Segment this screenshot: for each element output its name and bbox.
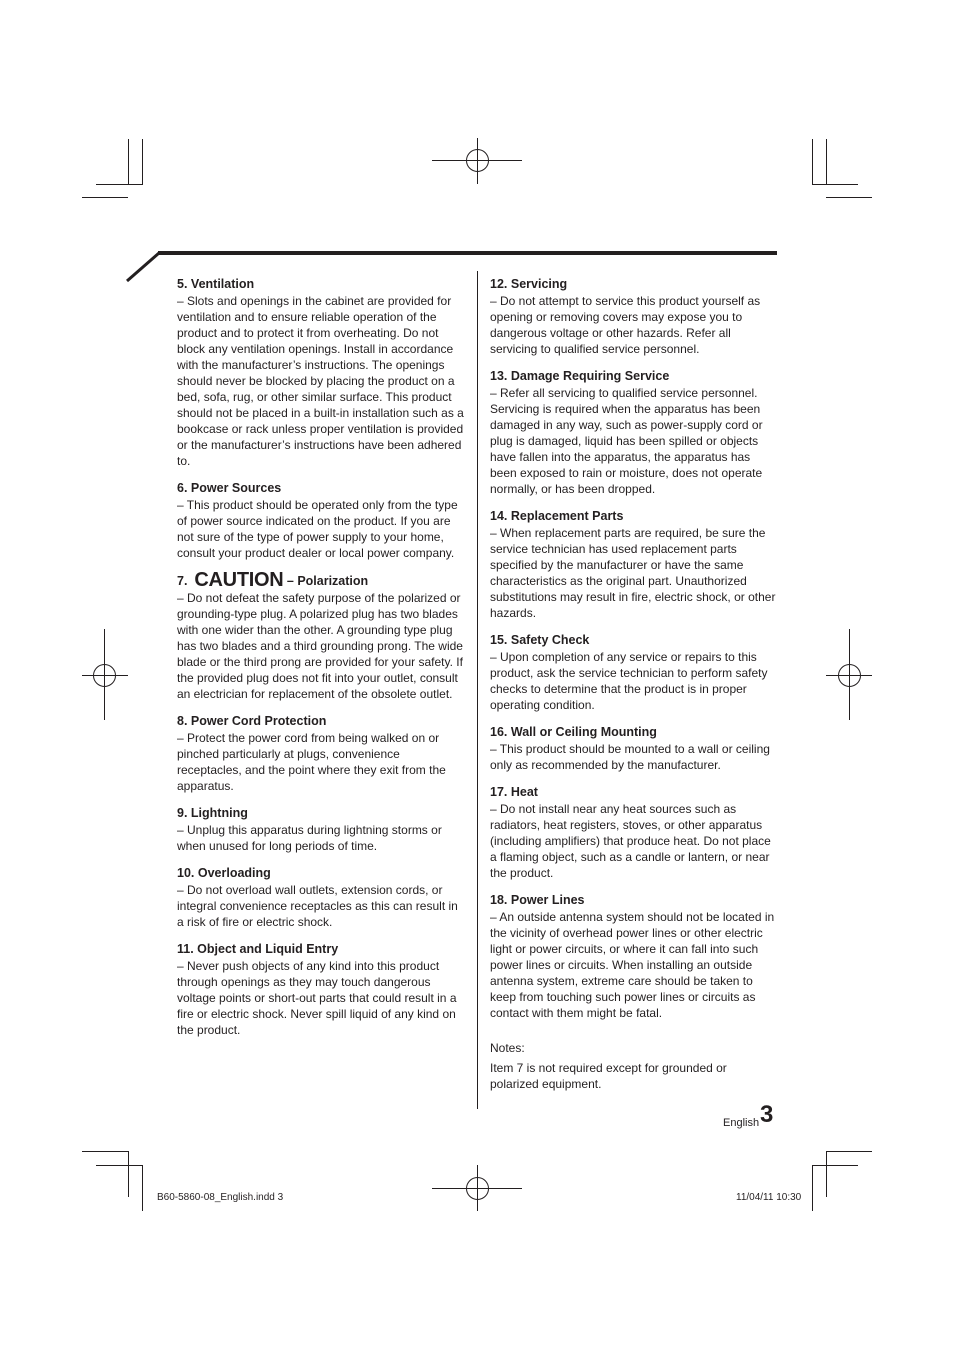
section-heading [490,632,778,649]
left-column [177,276,465,1049]
section-heading [177,865,465,882]
section-body: – Refer all servicing to qualified service personnel. Servicing is required when the apparatus has been damaged in any way, such as power-supply cord or plug is damaged, liquid has been spilled or objects have fallen into the apparatus, the apparatus has been exposed to rain or moisture, does not operate normally, or has been dropped. [490,386,763,496]
section-number: 14. [490,509,508,523]
section [490,368,778,497]
section-heading [177,480,465,497]
section-number: 11. [177,942,194,956]
section-heading [490,276,778,293]
section-number: 16. [490,725,508,739]
section-number: 7. [177,574,188,588]
section-body: – This product should be mounted to a wall or ceiling only as recommended by the manufacturer. [490,742,770,772]
section-heading [177,569,465,591]
section [177,276,465,469]
section-heading [177,805,465,822]
page-number: 3 [760,1101,774,1128]
section-heading [490,508,778,525]
section-number: 9. [177,806,188,820]
section [490,276,778,357]
header-rule-slant [125,251,165,283]
section-number: 5. [177,277,188,291]
section-body: – Do not overload wall outlets, extension cords, or integral convenience receptacles as this can result in a risk of fire or electric shock. [177,883,458,929]
section-body: – Do not install near any heat sources such as radiators, heat registers, stoves, or other apparatus (including amplifiers) that produce heat. Do not place a flaming object, such as a candle or lantern, or near the product. [490,802,771,880]
section [177,865,465,930]
section-body: – Never push objects of any kind into this product through openings as they may touch dangerous voltage points or short-out parts that could result in a fire or electric shock. Never spill liquid of any kind on the product. [177,959,457,1037]
section-title: Power Sources [190,481,282,495]
caution-label: CAUTION [194,569,284,591]
section-heading [177,276,465,293]
section [177,805,465,854]
section-title: – Polarization [286,574,369,588]
section-title: Power Lines [510,893,585,907]
right-column [490,276,778,1092]
section-number: 15. [490,633,508,647]
notes-text: Item 7 is not required except for grounded or polarized equipment. [490,1061,727,1091]
section-body: – When replacement parts are required, be sure the service technician has used replacement parts specified by the manufacturer or have the same characteristics as the original part. Unauthorized substitutions may result in fire, electric shock, or other hazards. [490,526,776,620]
section-title: Safety Check [510,633,590,647]
section-body: – Upon completion of any service or repairs to this product, ask the service technician to perform safety checks to determine that the product is in proper operating condition. [490,650,768,712]
section-title: Replacement Parts [510,509,624,523]
section [490,632,778,713]
column-divider [477,271,478,1109]
section-number: 10. [177,866,195,880]
section-number: 17. [490,785,508,799]
page-language: English [723,1117,760,1129]
section-title: Overloading [197,866,271,880]
section [177,713,465,794]
section-number: 18. [490,893,508,907]
section-number: 6. [177,481,188,495]
section [490,892,778,1021]
section [177,941,465,1038]
section-title: Wall or Ceiling Mounting [510,725,657,739]
notes-label: Notes: [490,1041,525,1055]
header-rule [158,251,777,255]
section-title: Heat [510,785,538,799]
section-body: – Slots and openings in the cabinet are provided for ventilation and to ensure reliable operation of the product and to protect it from overheating. Do not block any ventilation openings. Install in accordance with the manufacturer’s instructions. The openings should never be blocked by placing the product on a bed, sofa, rug, or other similar surface. This product should not be placed in a built-in installation such as a bookcase or rack unless proper ventilation is provided or the manufacturer’s instructions have been adhered to. [177,294,464,468]
section-title: Lightning [190,806,248,820]
section-number: 12. [490,277,508,291]
section-body: – Do not attempt to service this product yourself as opening or removing covers may expose you to dangerous voltage or other hazards. Refer all servicing to qualified service personnel. [490,294,761,356]
section-heading [490,784,778,801]
footer-timestamp: 11/04/11 10:30 [736,1192,802,1203]
section-body: – An outside antenna system should not be located in the vicinity of overhead power lines or other electric light or power circuits, or where it can fall into such power lines or circuits. When installing an outside antenna system, extreme care should be taken to keep from touching such power lines or circuits as contact with them might be fatal. [490,910,775,1020]
section [490,724,778,773]
section-title: Power Cord Protection [190,714,327,728]
section-title: Ventilation [190,277,255,291]
section-body: – This product should be operated only from the type of power source indicated on the product. If you are not sure of the type of power supply to your home, consult your product dealer or local power company. [177,498,458,560]
section-title: Servicing [510,277,568,291]
section-heading [490,368,778,385]
section-body: – Unplug this apparatus during lightning storms or when unused for long periods of time. [177,823,442,853]
section [490,784,778,881]
footer-filename: B60-5860-08_English.indd 3 [157,1192,284,1203]
section-heading [490,724,778,741]
section-heading [177,713,465,730]
section-title: Damage Requiring Service [510,369,670,383]
section-heading [177,941,465,958]
section-title: Object and Liquid Entry [197,942,339,956]
section-heading [490,892,778,909]
section [490,508,778,621]
section-number: 8. [177,714,188,728]
section [177,480,465,561]
section-body: – Protect the power cord from being walked on or pinched particularly at plugs, convenience receptacles, and the point where they exit from the apparatus. [177,731,446,793]
section-number: 13. [490,369,508,383]
section-body: – Do not defeat the safety purpose of the polarized or grounding-type plug. A polarized plug has two blades with one wider than the other. A grounding type plug has two blades and a third grounding prong. The wide blade or the third prong are provided for your safety. If the provided plug does not fit into your outlet, consult an electrician for replacement of the obsolete outlet. [177,591,463,701]
section-caution-polarization [177,569,465,702]
